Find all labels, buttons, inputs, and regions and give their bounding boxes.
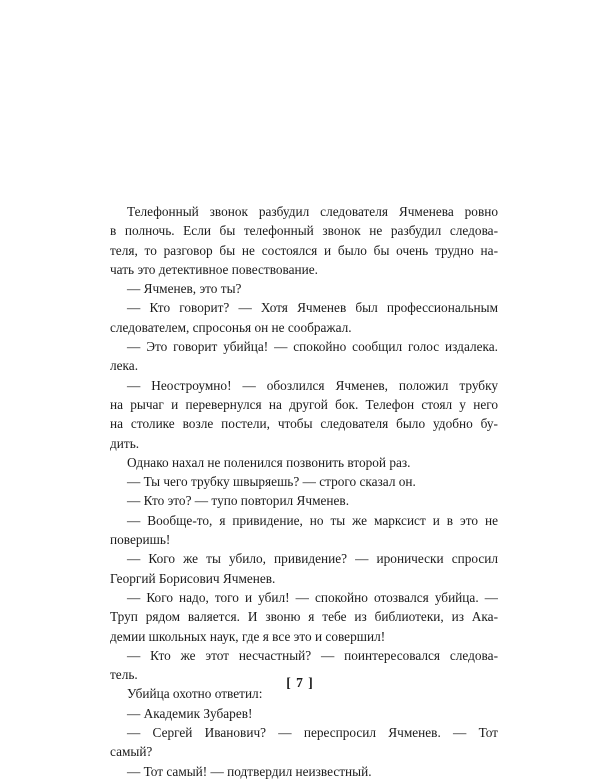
text-line: Телефонный звонок разбудил следователя Ячменева ровно <box>127 204 498 219</box>
text-line: чать это детективное повествование. <box>110 261 318 277</box>
text-line: — Кого же ты убило, привидение? — иронически спросил <box>127 551 498 567</box>
text-line: — Неостроумно! — обозлился Ячменев, положил трубку <box>127 377 498 393</box>
page-number: [ 7 ] <box>286 675 314 690</box>
body-text <box>110 202 498 781</box>
text-line: — Тот самый! — подтвердил неизвестный. <box>127 763 372 779</box>
text-line: лека. <box>110 358 139 374</box>
text-line: — Кто это? — тупо повторил Ячменев. <box>127 493 350 509</box>
text-line: Однако нахал не поленился позвонить второй раз. <box>127 454 411 470</box>
text-line: поверишь! <box>110 532 171 548</box>
text-line: — Сергей Иванович? — переспросил Ячменев. — Тот <box>127 725 498 741</box>
text-line: — Ячменев, это ты? <box>127 281 242 297</box>
text-line: — Кто же этот несчастный? — поинтересовался следова- <box>127 647 498 663</box>
text-line: теля, то разговор бы не состоялся и было бы очень трудно на- <box>110 242 498 258</box>
text-line: самый? <box>110 744 153 760</box>
text-line: следователем, спросонья он не соображал. <box>110 319 352 335</box>
text-line: — Вообще-то, я привидение, но ты же марксист и в это не <box>127 512 498 528</box>
text-line: дить. <box>110 435 140 451</box>
text-line: Георгий Борисович Ячменев. <box>110 570 276 586</box>
text-line: Убийца охотно ответил: <box>127 686 263 702</box>
text-line: — Кто говорит? — Хотя Ячменев был профессиональным <box>127 300 498 316</box>
text-line: — Академик Зубарев! <box>127 705 253 721</box>
text-line: на столике возле постели, чтобы следователя было удобно бу- <box>110 416 498 432</box>
text-line: — Это говорит убийца! — спокойно сообщил голос издалека. <box>127 339 498 355</box>
text-line: демии школьных наук, где я все это и совершил! <box>110 628 386 644</box>
text-line: тель. <box>110 667 138 683</box>
text-line: — Кого надо, того и убил! — спокойно отозвался убийца. — <box>127 589 498 605</box>
text-line: в полночь. Если бы телефонный звонок не разбудил следова- <box>110 223 498 239</box>
text-line: — Ты чего трубку швыряешь? — строго сказал он. <box>127 474 416 490</box>
text-line: на рычаг и перевернулся на другой бок. Телефон стоял у него <box>110 396 498 412</box>
text-line: Труп рядом валяется. И звоню я тебе из библиотеки, из Ака- <box>110 609 498 625</box>
